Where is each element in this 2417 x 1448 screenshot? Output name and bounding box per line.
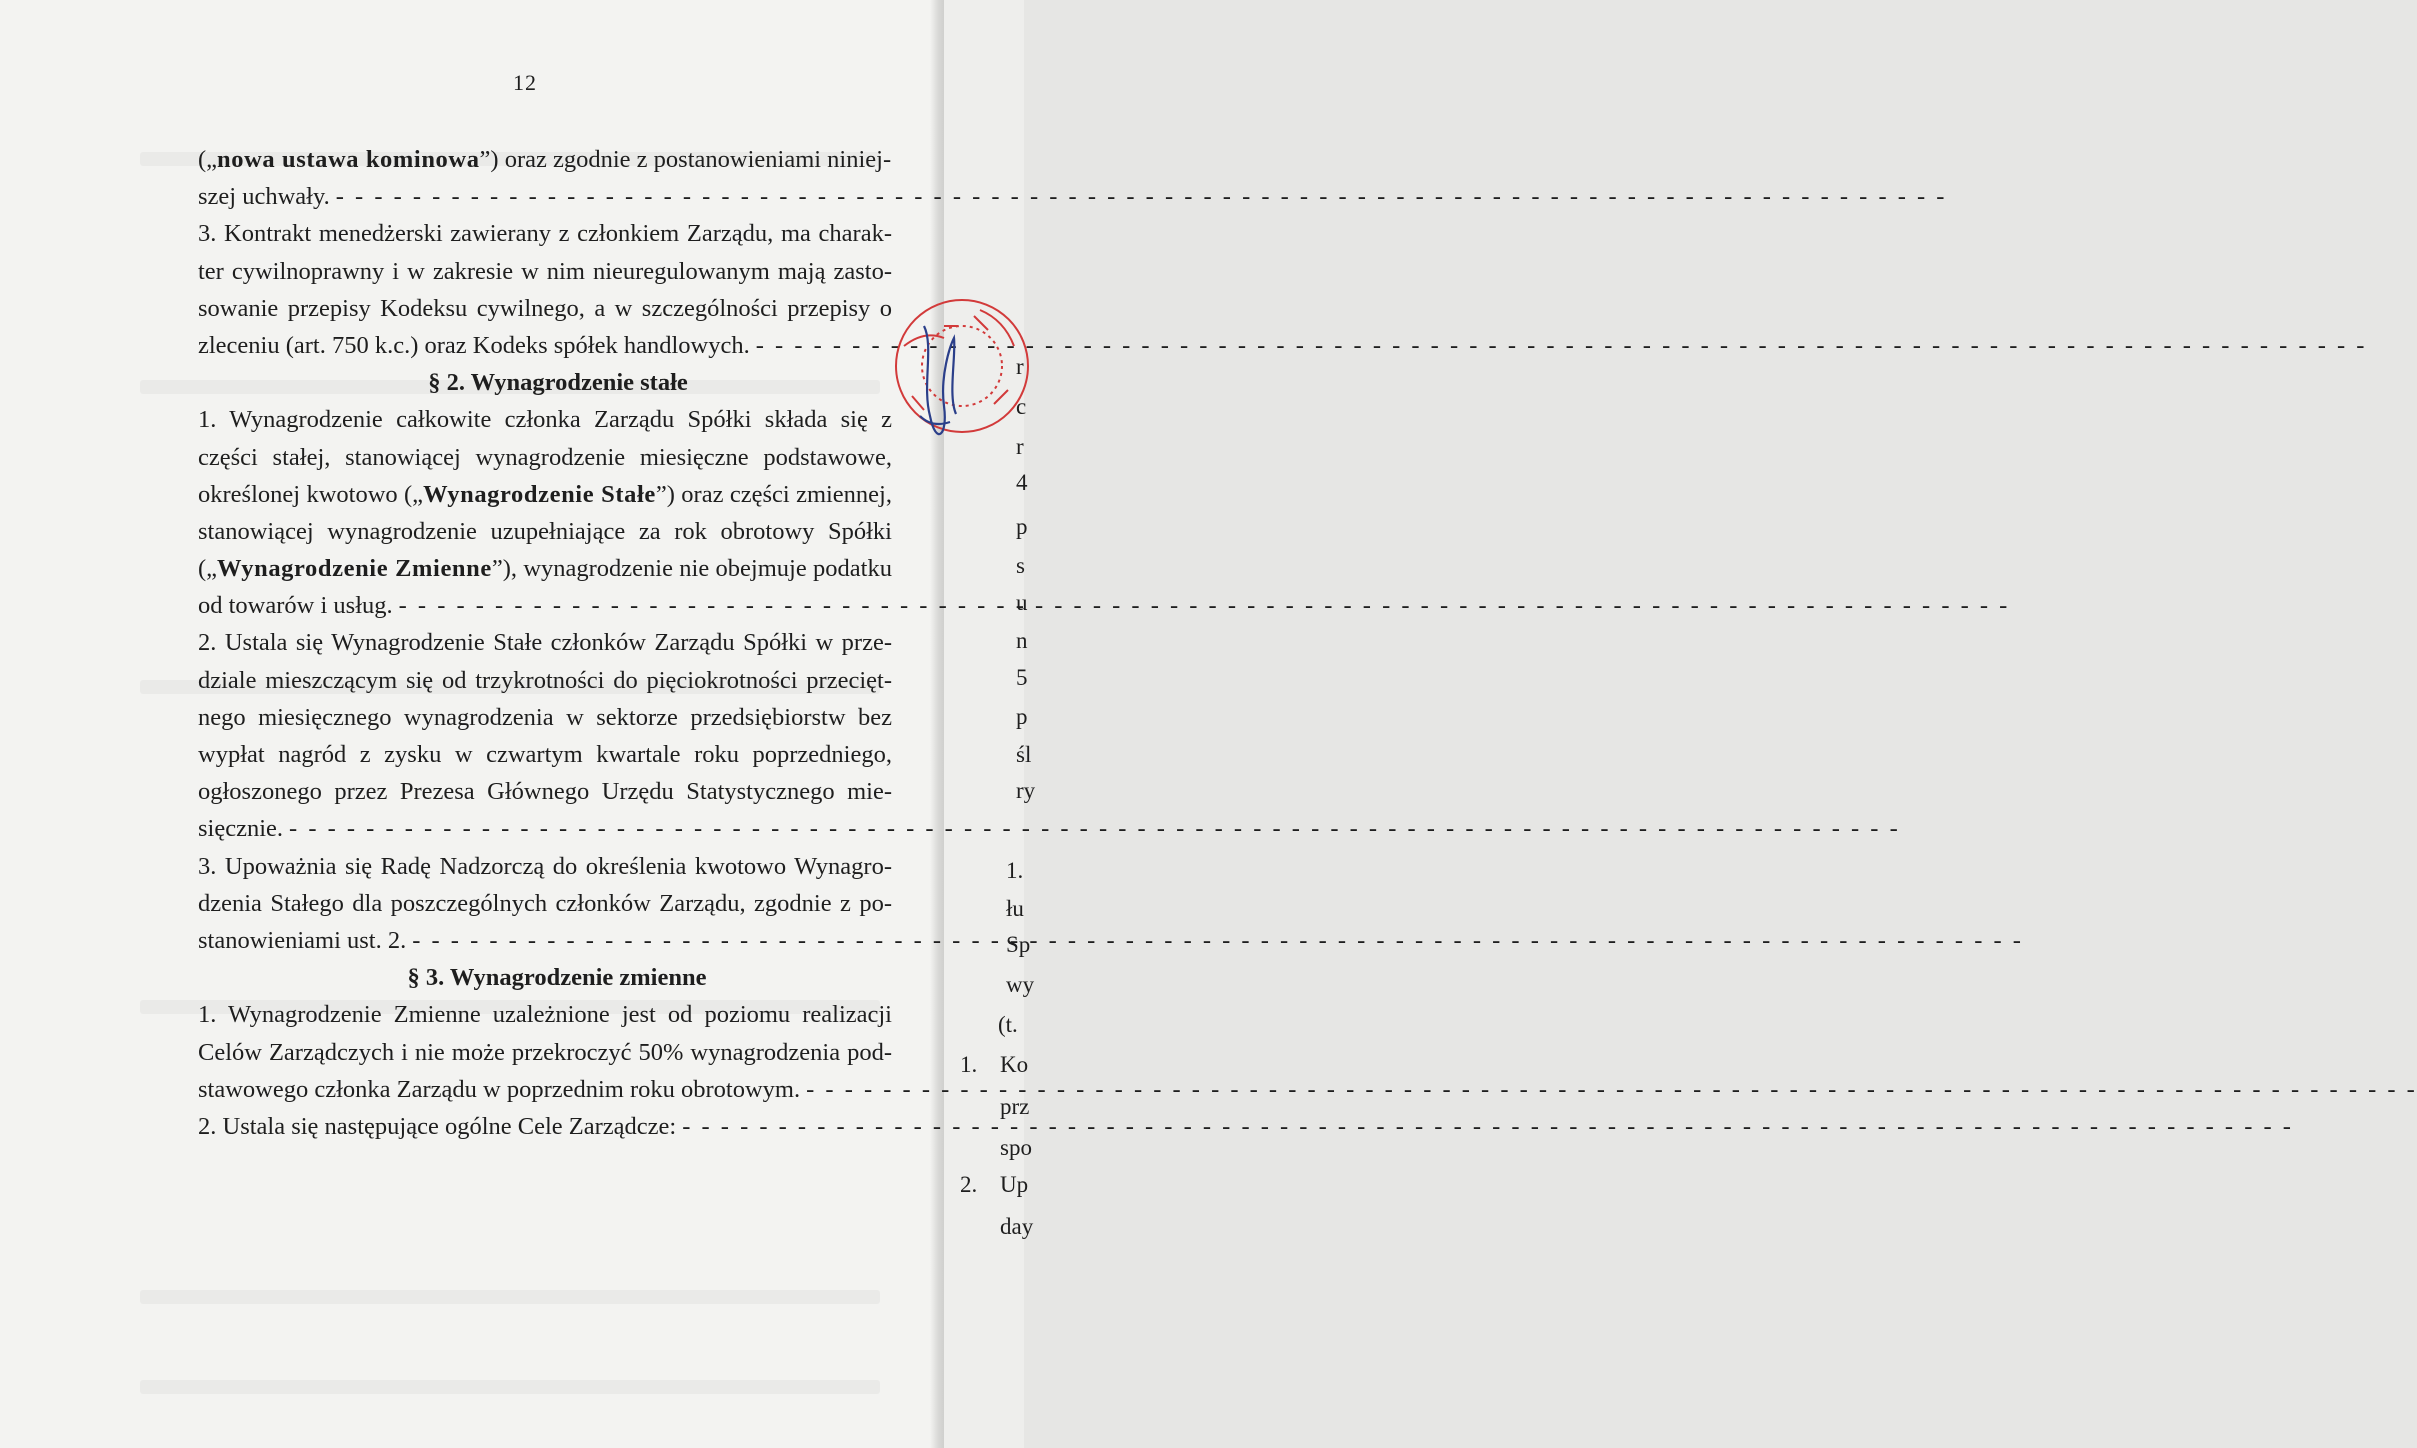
- next-page-fragment: r: [1016, 434, 1024, 459]
- paragraph-line: 2. Ustala się następujące ogólne Cele Zarządcze: - - -: [198, 1108, 892, 1145]
- filler-dashes: [289, 810, 1900, 847]
- next-page-fragment: 2.: [960, 1172, 978, 1197]
- paragraph-line: („Wynagrodzenie Zmienne”), wynagrodzenie nie obejmuje podatku: [198, 555, 892, 583]
- next-page-fragment: spo: [1000, 1135, 1032, 1160]
- paragraph-line: 1. Wynagrodzenie Zmienne uzależnione jest od poziomu realizacji: [198, 1001, 892, 1029]
- page-number: 12: [513, 70, 537, 95]
- filler-dashes: [806, 1071, 2417, 1108]
- paragraph-line: 3. Kontrakt menedżerski zawierany z członkiem Zarządu, ma charak-: [198, 220, 892, 248]
- next-page-fragment: 1.: [1006, 858, 1024, 883]
- next-page-fragment: r: [1016, 354, 1024, 379]
- paragraph-line: ogłoszonego przez Prezesa Głównego Urzędu Statystycznego mie-: [198, 778, 892, 806]
- page-fold-shadow: [930, 0, 944, 1448]
- next-page-edge: [944, 0, 1036, 1448]
- next-page-fragment: c: [1016, 394, 1027, 419]
- paragraph-line: zleceniu (art. 750 k.c.) oraz Kodeks spółek handlowych. - - -: [198, 327, 892, 364]
- paragraph-line: sięcznie. - - -: [198, 810, 892, 847]
- filler-dashes: [682, 1108, 2293, 1145]
- filler-dashes: [336, 178, 1947, 215]
- document-body: [198, 141, 892, 1145]
- paragraph-line: stanowieniami ust. 2. - - -: [198, 922, 892, 959]
- section-heading: § 3. Wynagrodzenie zmienne: [407, 964, 707, 992]
- next-page-fragment: day: [1000, 1214, 1034, 1239]
- filler-dashes: [412, 922, 2023, 959]
- next-page-text-fragments: [944, 0, 1036, 1448]
- next-page-fragment: wy: [1006, 972, 1035, 997]
- paragraph-line: ter cywilnoprawny i w zakresie w nim nieuregulowanym mają zasto-: [198, 257, 892, 285]
- paragraph-line: stanowiącej wynagrodzenie uzupełniające za rok obrotowy Spółki: [198, 517, 892, 545]
- next-page-fragment: Ko: [1000, 1052, 1029, 1077]
- paragraph-line: od towarów i usług. - - -: [198, 587, 892, 624]
- next-page-fragment: łu: [1006, 896, 1024, 921]
- next-page-fragment: p: [1016, 514, 1028, 539]
- stamp-seal-icon: [884, 286, 1027, 486]
- bleed-through-line: [140, 1290, 880, 1304]
- paragraph-line: określonej kwotowo („Wynagrodzenie Stałe”) oraz części zmiennej,: [198, 480, 892, 508]
- paragraph-line: 3. Upoważnia się Radę Nadzorczą do określenia kwotowo Wynagro-: [198, 852, 892, 880]
- next-page-fragment: Up: [1000, 1172, 1029, 1197]
- next-page-fragment: n: [1016, 628, 1028, 653]
- paragraph-line: stawowego członka Zarządu w poprzednim roku obrotowym. - - -: [198, 1071, 892, 1108]
- paragraph-line: 2. Ustala się Wynagrodzenie Stałe członków Zarządu Spółki w prze-: [198, 629, 892, 657]
- paragraph-line: sowanie przepisy Kodeksu cywilnego, a w szczególności przepisy o: [198, 294, 892, 322]
- filler-dashes: [399, 587, 2010, 624]
- next-page-fragment: Sp: [1006, 932, 1031, 957]
- paragraph-line: dzenia Stałego dla poszczególnych członków Zarządu, zgodnie z po-: [198, 889, 892, 917]
- paragraph-line: części stałej, stanowiącej wynagrodzenie miesięczne podstawowe,: [198, 443, 892, 471]
- next-page-fragment: 4: [1016, 470, 1028, 495]
- bleed-through-line: [140, 1380, 880, 1394]
- paragraph-line: wypłat nagród z zysku w czwartym kwartale roku poprzedniego,: [198, 741, 892, 768]
- next-page-fragment: prz: [1000, 1094, 1030, 1119]
- section-heading: § 2. Wynagrodzenie stałe: [428, 369, 688, 397]
- next-page-fragment: u: [1016, 590, 1028, 615]
- paragraph-line: Celów Zarządczych i nie może przekroczyć 50% wynagrodzenia pod-: [198, 1038, 892, 1066]
- next-page-fragment: p: [1016, 704, 1028, 729]
- paragraph-line: 1. Wynagrodzenie całkowite członka Zarządu Spółki składa się z: [198, 406, 892, 434]
- company-stamp: [884, 286, 1027, 486]
- paragraph-line: („nowa ustawa kominowa”) oraz zgodnie z postanowieniami niniej-: [198, 146, 892, 173]
- paragraph-line: szej uchwały. - - -: [198, 178, 892, 215]
- next-page-fragment: ry: [1016, 778, 1036, 803]
- next-page-fragment: 5: [1016, 665, 1028, 690]
- next-page-fragment: 1.: [960, 1052, 978, 1077]
- paragraph-line: dziale mieszczącym się od trzykrotności do pięciokrotności przecięt-: [198, 666, 892, 694]
- next-page-fragment: s: [1016, 553, 1025, 578]
- paragraph-line: nego miesięcznego wynagrodzenia w sektorze przedsiębiorstw bez: [198, 703, 892, 731]
- next-page-fragment: (t.: [998, 1012, 1018, 1037]
- next-page-fragment: śl: [1016, 742, 1032, 767]
